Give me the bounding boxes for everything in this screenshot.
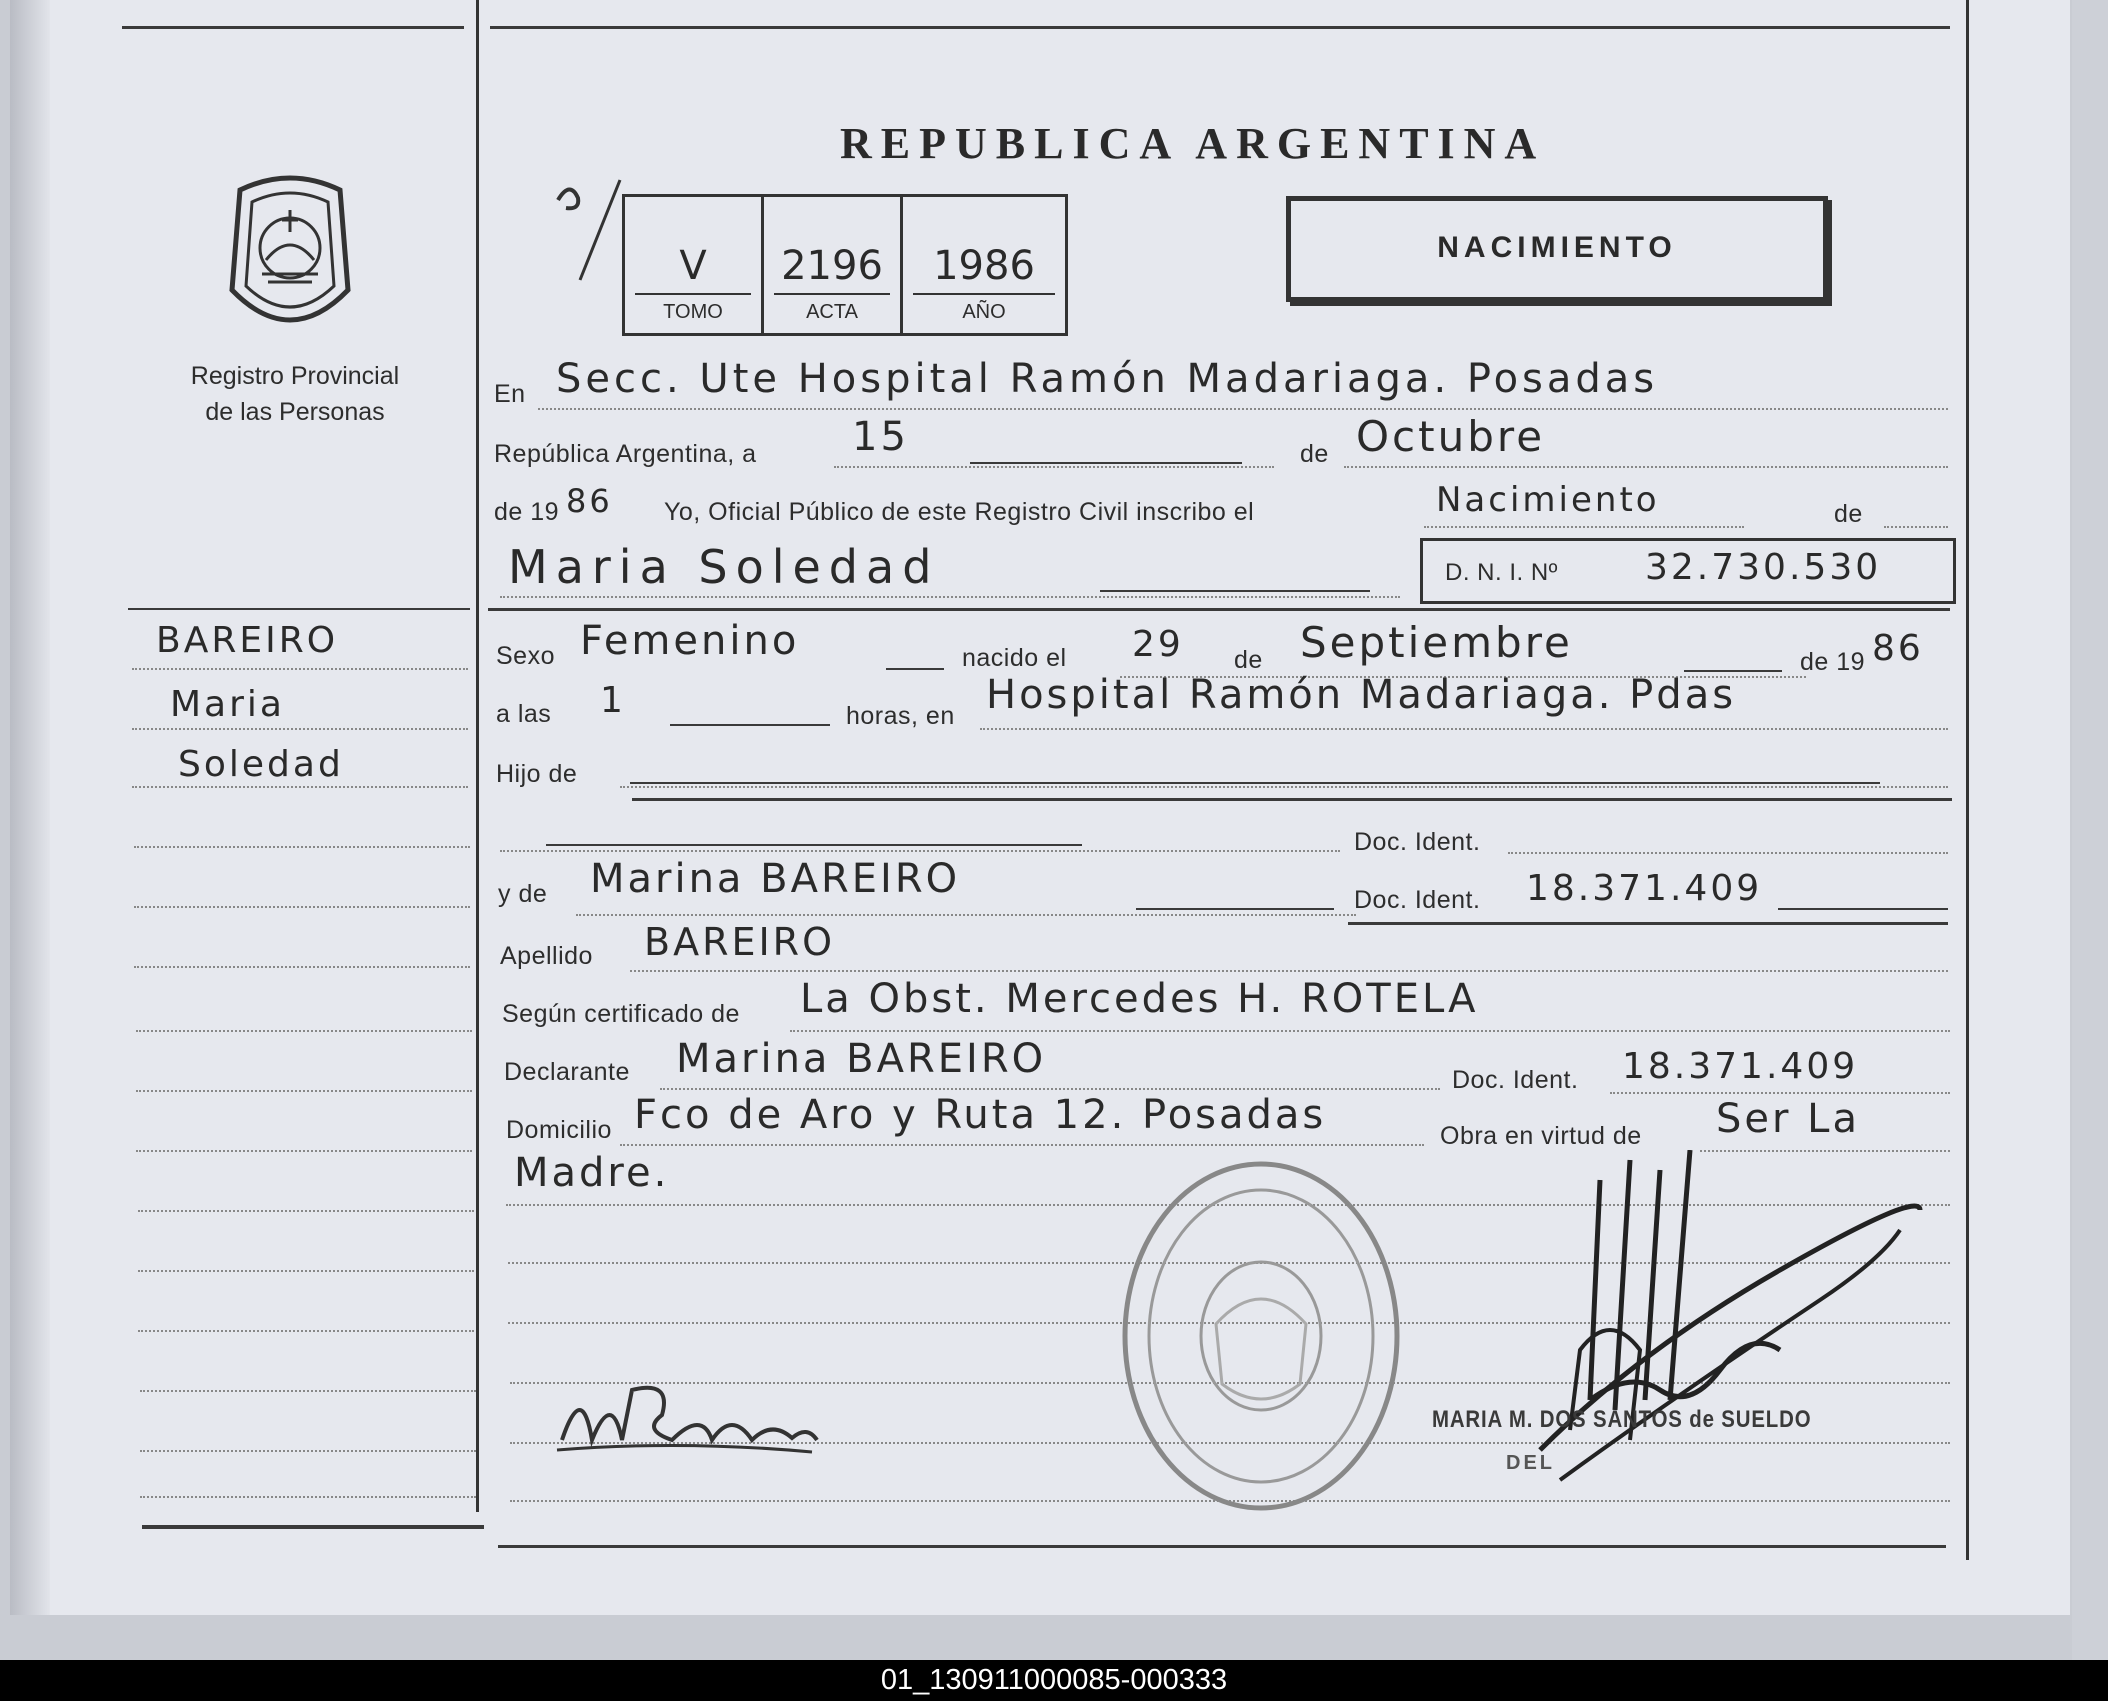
page-edge-shadow <box>10 0 50 1615</box>
domicilio-line <box>620 1144 1424 1146</box>
margin-line <box>136 1030 472 1032</box>
event-value: Nacimiento <box>1436 480 1660 520</box>
margin-line <box>138 1330 474 1332</box>
doc-ident-label: Doc. Ident. <box>1354 828 1481 856</box>
margin-line <box>132 728 468 730</box>
official-seal <box>1116 1154 1406 1519</box>
margin-line <box>136 1090 472 1092</box>
event-line <box>1424 526 1744 528</box>
declarant-signature <box>552 1370 822 1460</box>
record-type-box <box>1286 196 1828 302</box>
province-emblem <box>222 170 358 340</box>
registry-line-2: de las Personas <box>205 398 385 426</box>
obra-value: Ser La <box>1716 1096 1860 1142</box>
registry-name <box>150 358 440 430</box>
tomo-cell <box>625 197 764 333</box>
mother-name: Marina BAREIRO <box>590 856 961 902</box>
dni-box <box>1420 538 1956 604</box>
margin-line <box>136 1150 472 1152</box>
obra-value-2: Madre. <box>514 1150 670 1196</box>
yde-label: y de <box>498 880 548 908</box>
ano-label: AÑO <box>962 301 1006 323</box>
official-stamp-subline: DEL <box>1506 1452 1555 1474</box>
tomo-rule <box>635 293 751 295</box>
nacido-label: nacido el <box>962 644 1067 672</box>
book-reference-box <box>622 194 1068 336</box>
dni-value: 32.730.530 <box>1645 547 1882 588</box>
hijo-row-rule <box>632 798 1952 801</box>
declarante-line <box>660 1088 1440 1090</box>
margin-surname: BAREIRO <box>156 620 339 661</box>
de-label: de <box>1300 440 1329 468</box>
domicilio-value: Fco de Aro y Ruta 12. Posadas <box>634 1092 1327 1138</box>
right-frame-edge <box>1966 0 1969 1560</box>
obra-label: Obra en virtud de <box>1440 1122 1642 1150</box>
mother-line <box>576 914 1356 916</box>
declarante-label: Declarante <box>504 1058 630 1086</box>
de-label-2: de <box>1834 500 1863 528</box>
official-signature <box>1520 1150 1940 1510</box>
left-column-bottom-rule <box>142 1525 484 1529</box>
ano-value: 1986 <box>933 243 1035 289</box>
month-line <box>1344 466 1948 468</box>
left-column-divider <box>476 0 479 1512</box>
father-doc-line <box>1508 852 1948 854</box>
birth-day: 29 <box>1132 624 1184 665</box>
official-name-stamp: MARIA M. DOS SANTOS de SUELDO <box>1432 1406 1812 1433</box>
top-left-rule <box>122 26 464 29</box>
sexo-label: Sexo <box>496 642 555 670</box>
dni-label: D. N. I. Nº <box>1445 559 1558 586</box>
margin-line <box>132 786 468 788</box>
day-value: 15 <box>852 414 909 460</box>
month-value: Octubre <box>1356 412 1546 461</box>
page-right-edge <box>2072 0 2108 1660</box>
margin-line <box>134 966 470 968</box>
margin-line <box>134 846 470 848</box>
margin-line <box>132 668 468 670</box>
mother-row-rule <box>1348 922 1948 925</box>
margin-line <box>134 906 470 908</box>
certificate-value: La Obst. Mercedes H. ROTELA <box>800 976 1479 1022</box>
apellido-line <box>630 970 1948 972</box>
margin-check-mark <box>550 160 630 290</box>
place-line <box>980 728 1948 730</box>
declarante-value: Marina BAREIRO <box>676 1036 1047 1082</box>
acta-cell <box>764 197 903 333</box>
republica-label: República Argentina, a <box>494 440 757 468</box>
apellido-value: BAREIRO <box>644 920 835 964</box>
de-label-3: de <box>1234 646 1263 674</box>
hour-line <box>670 724 830 726</box>
tomo-value: V <box>679 243 707 289</box>
segun-label: Según certificado de <box>502 1000 740 1028</box>
dni-row-rule <box>488 608 1950 611</box>
de19-label-2: de 19 <box>1800 648 1866 676</box>
margin-name-1: Maria <box>170 684 285 725</box>
mother-doc: 18.371.409 <box>1526 868 1763 909</box>
en-line <box>538 408 1948 410</box>
hijo-dotline <box>620 786 1948 788</box>
margin-name-2: Soledad <box>178 744 344 785</box>
image-id: 01_130911000085-000333 <box>880 1664 1228 1696</box>
certificate-line <box>790 1030 1950 1032</box>
de19-label: de 19 <box>494 498 560 526</box>
ano-rule <box>913 293 1055 295</box>
country-title: REPUBLICA ARGENTINA <box>840 119 1546 168</box>
horas-label: horas, en <box>846 702 955 730</box>
acta-label: ACTA <box>806 301 858 323</box>
domicilio-label: Domicilio <box>506 1116 612 1144</box>
acta-value: 2196 <box>781 243 883 289</box>
hour-value: 1 <box>600 680 626 721</box>
margin-line <box>138 1210 474 1212</box>
apellido-label: Apellido <box>500 942 593 970</box>
hijo-line <box>630 782 1880 784</box>
margin-line <box>138 1270 474 1272</box>
acta-rule <box>774 293 890 295</box>
declarante-doc: 18.371.409 <box>1622 1046 1859 1087</box>
doc-ident-label-3: Doc. Ident. <box>1452 1066 1579 1094</box>
mother-doc-line <box>1778 908 1948 910</box>
margin-line <box>140 1390 476 1392</box>
record-type: NACIMIENTO <box>1437 231 1677 264</box>
event-line-end <box>1884 526 1948 528</box>
child-name-line <box>1100 590 1370 592</box>
birth-year: 86 <box>1872 628 1924 669</box>
margin-line <box>140 1496 476 1498</box>
en-value: Secc. Ute Hospital Ramón Madariaga. Posadas <box>556 356 1659 402</box>
margin-line <box>140 1450 476 1452</box>
form-bottom-rule <box>498 1545 1946 1548</box>
hijo-label: Hijo de <box>496 760 578 788</box>
year-value: 86 <box>566 482 613 520</box>
day-line <box>970 462 1242 464</box>
place-value: Hospital Ramón Madariaga. Pdas <box>986 672 1737 718</box>
top-right-rule <box>490 26 1950 29</box>
declarante-doc-line <box>1610 1092 1950 1094</box>
father-dotline <box>500 850 1340 852</box>
child-name-dotline <box>500 596 1400 598</box>
day-dotline <box>834 466 1274 468</box>
ano-cell <box>903 197 1065 333</box>
sidebar-divider <box>128 608 470 610</box>
image-id-bar <box>0 1660 2108 1701</box>
sexo-value: Femenino <box>580 618 800 664</box>
birth-month: Septiembre <box>1300 618 1573 667</box>
tomo-label: TOMO <box>663 301 723 323</box>
doc-ident-label-2: Doc. Ident. <box>1354 886 1481 914</box>
inscribo-label: Yo, Oficial Público de este Registro Civil inscribo el <box>664 498 1255 526</box>
en-label: En <box>494 380 526 408</box>
alas-label: a las <box>496 700 552 728</box>
mother-name-line <box>1136 908 1334 910</box>
registry-line-1: Registro Provincial <box>190 362 400 390</box>
child-name: Maria Soledad <box>508 540 940 594</box>
sexo-line <box>886 668 944 670</box>
father-line <box>546 844 1082 846</box>
